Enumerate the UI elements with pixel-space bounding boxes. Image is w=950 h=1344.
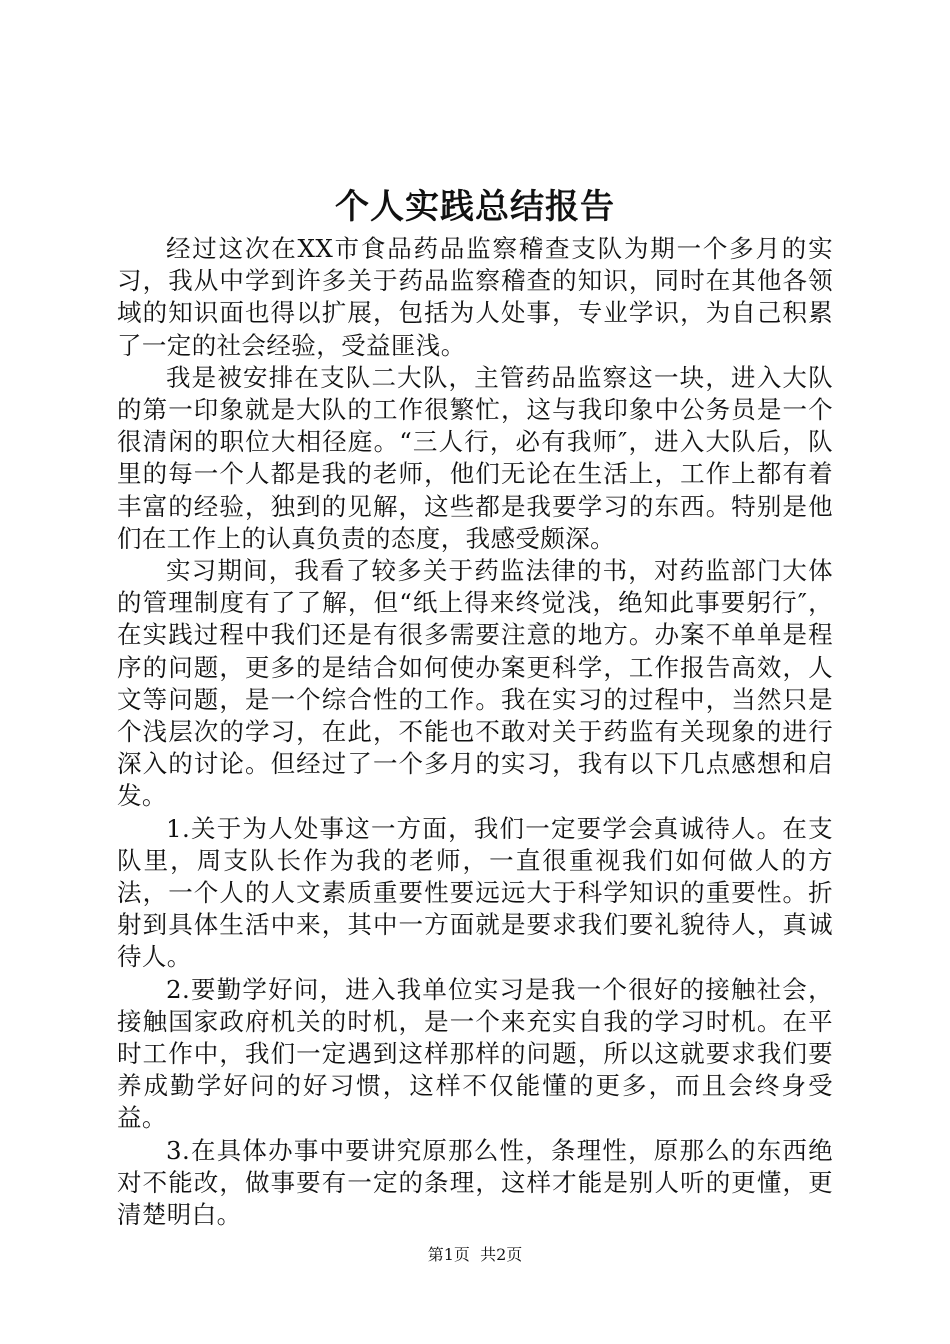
paragraph-assignment: 我是被安排在支队二大队，主管药品监察这一块，进入大队的第一印象就是大队的工作很繁忙，这与我印象中公务员是一个很清闲的职位大相径庭。“三人行，必有我师″，进入大队后，队里的每一个人都是我的老师，他们无论在生活上，工作上都有着丰富的经验，独到的见解，这些都是我要学习的东西。特别是他们在工作上的认真负责的态度，我感受颇深。 [117,362,833,553]
paragraph-intro: 经过这次在XX市食品药品监察稽查支队为期一个多月的实习，我从中学到许多关于药品监察稽查的知识，同时在其他各领域的知识面也得以扩展，包括为人处事，专业学识，为自己积累了一定的社会经验，受益匪浅。 [117,234,833,360]
page-number: 第1页 [427,1245,470,1264]
page-footer [0,1244,950,1266]
paragraph-point-2: 2.要勤学好问，进入我单位实习是我一个很好的接触社会，接触国家政府机关的时机，是一个来充实自我的学习时机。在平时工作中，我们一定遇到这样那样的问题，所以这就要求我们要养成勤学好问的好习惯，这样不仅能懂的更多，而且会终身受益。 [117,974,833,1133]
paragraph-internship-period: 实习期间，我看了较多关于药监法律的书，对药监部门大体的管理制度有了了解，但“纸上得来终觉浅，绝知此事要躬行″，在实践过程中我们还是有很多需要注意的地方。办案不单单是程序的问题，更多的是结合如何使办案更科学，工作报告高效，人文等问题，是一个综合性的工作。我在实习的过程中，当然只是个浅层次的学习，在此，不能也不敢对关于药监有关现象的进行深入的讨论。但经过了一个多月的实习，我有以下几点感想和启发。 [117,556,833,811]
document-body [117,233,833,1231]
paragraph-point-1: 1.关于为人处事这一方面，我们一定要学会真诚待人。在支队里，周支队长作为我的老师，一直很重视我们如何做人的方法，一个人的人文素质重要性要远远大于科学知识的重要性。折射到具体生活中来，其中一方面就是要求我们要礼貌待人，真诚待人。 [117,813,833,972]
page-total: 共2页 [480,1245,523,1264]
document-title: 个人实践总结报告 [335,187,615,227]
paragraph-point-3: 3.在具体办事中要讲究原那么性，条理性，原那么的东西绝对不能改，做事要有一定的条理，这样才能是别人听的更懂，更清楚明白。 [117,1135,833,1230]
